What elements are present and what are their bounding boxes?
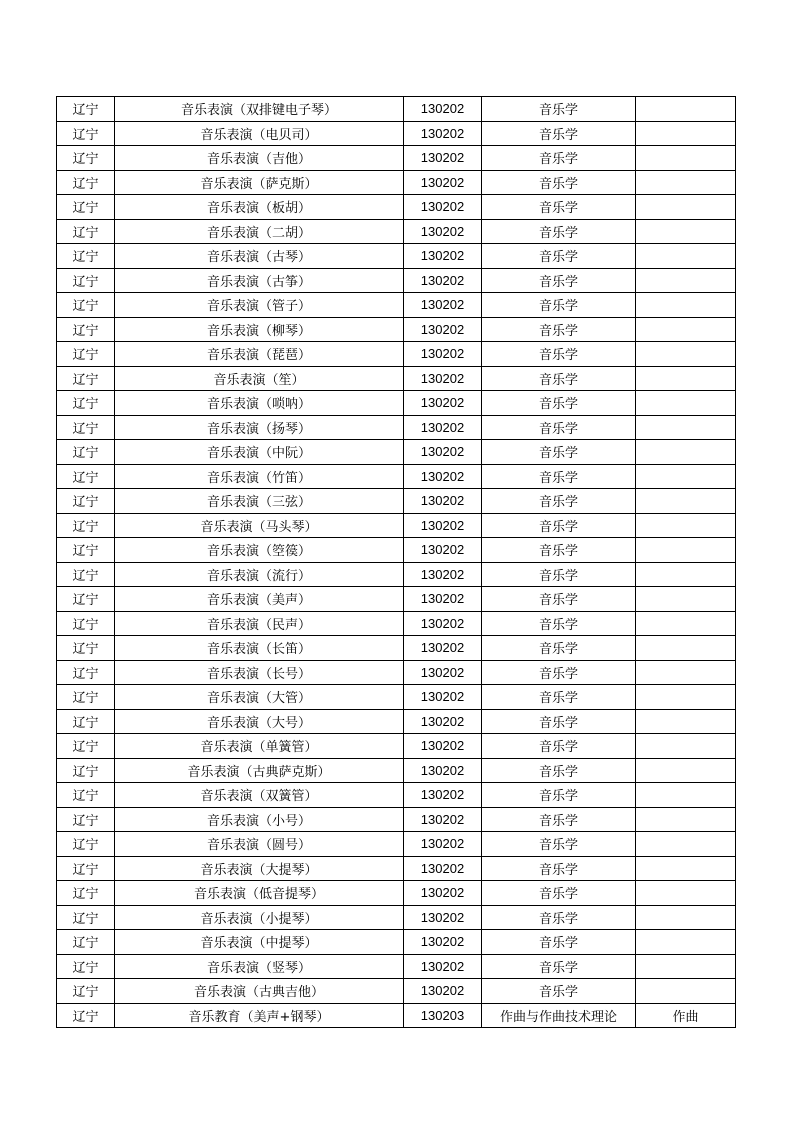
cell-note bbox=[636, 268, 736, 293]
cell-province: 辽宁 bbox=[57, 636, 115, 661]
cell-category: 音乐学 bbox=[482, 807, 636, 832]
table-row bbox=[57, 1003, 736, 1028]
cell-major-code: 130202 bbox=[404, 97, 482, 122]
cell-province: 辽宁 bbox=[57, 660, 115, 685]
cell-major-code: 130202 bbox=[404, 979, 482, 1004]
cell-major: 音乐表演（大管） bbox=[115, 685, 404, 710]
cell-major: 音乐表演（大提琴） bbox=[115, 856, 404, 881]
cell-note bbox=[636, 979, 736, 1004]
cell-province: 辽宁 bbox=[57, 440, 115, 465]
cell-note bbox=[636, 342, 736, 367]
table-row bbox=[57, 562, 736, 587]
cell-category: 音乐学 bbox=[482, 293, 636, 318]
table-row bbox=[57, 954, 736, 979]
cell-major: 音乐表演（萨克斯） bbox=[115, 170, 404, 195]
cell-major-code: 130202 bbox=[404, 121, 482, 146]
cell-major: 音乐表演（竹笛） bbox=[115, 464, 404, 489]
cell-major-code: 130202 bbox=[404, 513, 482, 538]
cell-province: 辽宁 bbox=[57, 219, 115, 244]
table-row bbox=[57, 366, 736, 391]
table-row bbox=[57, 121, 736, 146]
table-row bbox=[57, 709, 736, 734]
table-row bbox=[57, 513, 736, 538]
cell-note bbox=[636, 440, 736, 465]
cell-note bbox=[636, 660, 736, 685]
cell-major-code: 130202 bbox=[404, 317, 482, 342]
cell-major: 音乐表演（箜篌） bbox=[115, 538, 404, 563]
cell-major-code: 130202 bbox=[404, 391, 482, 416]
cell-note bbox=[636, 121, 736, 146]
cell-province: 辽宁 bbox=[57, 97, 115, 122]
cell-category: 音乐学 bbox=[482, 146, 636, 171]
cell-major: 音乐表演（双簧管） bbox=[115, 783, 404, 808]
cell-province: 辽宁 bbox=[57, 342, 115, 367]
cell-major-code: 130202 bbox=[404, 587, 482, 612]
cell-province: 辽宁 bbox=[57, 954, 115, 979]
cell-major-code: 130202 bbox=[404, 464, 482, 489]
cell-major: 音乐表演（长笛） bbox=[115, 636, 404, 661]
cell-category: 音乐学 bbox=[482, 195, 636, 220]
cell-category: 音乐学 bbox=[482, 513, 636, 538]
cell-note bbox=[636, 636, 736, 661]
table-row bbox=[57, 783, 736, 808]
cell-category: 音乐学 bbox=[482, 856, 636, 881]
table-row bbox=[57, 440, 736, 465]
cell-note bbox=[636, 366, 736, 391]
table-row bbox=[57, 146, 736, 171]
cell-category: 音乐学 bbox=[482, 783, 636, 808]
table-row bbox=[57, 734, 736, 759]
cell-major-code: 130202 bbox=[404, 709, 482, 734]
cell-category: 音乐学 bbox=[482, 538, 636, 563]
table-row bbox=[57, 930, 736, 955]
cell-category: 音乐学 bbox=[482, 611, 636, 636]
cell-province: 辽宁 bbox=[57, 807, 115, 832]
cell-major-code: 130202 bbox=[404, 660, 482, 685]
table-row bbox=[57, 244, 736, 269]
cell-province: 辽宁 bbox=[57, 195, 115, 220]
cell-province: 辽宁 bbox=[57, 587, 115, 612]
cell-major-code: 130202 bbox=[404, 195, 482, 220]
cell-major-code: 130202 bbox=[404, 562, 482, 587]
cell-province: 辽宁 bbox=[57, 244, 115, 269]
table-body bbox=[57, 97, 736, 1028]
cell-major-code: 130202 bbox=[404, 758, 482, 783]
table-row bbox=[57, 293, 736, 318]
cell-major: 音乐表演（中阮） bbox=[115, 440, 404, 465]
cell-major-code: 130202 bbox=[404, 366, 482, 391]
cell-major: 音乐表演（民声） bbox=[115, 611, 404, 636]
cell-province: 辽宁 bbox=[57, 709, 115, 734]
cell-note: 作曲 bbox=[636, 1003, 736, 1028]
table-row bbox=[57, 807, 736, 832]
cell-major-code: 130202 bbox=[404, 440, 482, 465]
cell-category: 音乐学 bbox=[482, 440, 636, 465]
cell-major: 音乐表演（马头琴） bbox=[115, 513, 404, 538]
cell-major-code: 130202 bbox=[404, 905, 482, 930]
cell-note bbox=[636, 391, 736, 416]
cell-note bbox=[636, 97, 736, 122]
cell-major-code: 130202 bbox=[404, 342, 482, 367]
cell-note bbox=[636, 513, 736, 538]
cell-category: 音乐学 bbox=[482, 391, 636, 416]
cell-major: 音乐表演（中提琴） bbox=[115, 930, 404, 955]
cell-major-code: 130202 bbox=[404, 783, 482, 808]
cell-note bbox=[636, 758, 736, 783]
cell-category: 音乐学 bbox=[482, 930, 636, 955]
cell-note bbox=[636, 195, 736, 220]
cell-major: 音乐教育（美声+钢琴） bbox=[115, 1003, 404, 1028]
cell-major: 音乐表演（流行） bbox=[115, 562, 404, 587]
cell-category: 音乐学 bbox=[482, 366, 636, 391]
cell-province: 辽宁 bbox=[57, 611, 115, 636]
cell-note bbox=[636, 146, 736, 171]
table-row bbox=[57, 97, 736, 122]
cell-major-code: 130202 bbox=[404, 170, 482, 195]
cell-category: 音乐学 bbox=[482, 832, 636, 857]
cell-category: 音乐学 bbox=[482, 464, 636, 489]
cell-major: 音乐表演（长号） bbox=[115, 660, 404, 685]
cell-note bbox=[636, 611, 736, 636]
cell-province: 辽宁 bbox=[57, 391, 115, 416]
cell-note bbox=[636, 807, 736, 832]
cell-note bbox=[636, 930, 736, 955]
cell-major: 音乐表演（古琴） bbox=[115, 244, 404, 269]
cell-province: 辽宁 bbox=[57, 856, 115, 881]
table-row bbox=[57, 832, 736, 857]
cell-note bbox=[636, 489, 736, 514]
cell-major-code: 130202 bbox=[404, 807, 482, 832]
cell-category: 音乐学 bbox=[482, 121, 636, 146]
cell-major: 音乐表演（单簧管） bbox=[115, 734, 404, 759]
cell-province: 辽宁 bbox=[57, 881, 115, 906]
table-row bbox=[57, 317, 736, 342]
cell-major: 音乐表演（古典萨克斯） bbox=[115, 758, 404, 783]
cell-major: 音乐表演（美声） bbox=[115, 587, 404, 612]
cell-major: 音乐表演（低音提琴） bbox=[115, 881, 404, 906]
cell-category: 音乐学 bbox=[482, 244, 636, 269]
cell-note bbox=[636, 538, 736, 563]
cell-province: 辽宁 bbox=[57, 685, 115, 710]
cell-province: 辽宁 bbox=[57, 293, 115, 318]
cell-category: 音乐学 bbox=[482, 685, 636, 710]
cell-category: 音乐学 bbox=[482, 709, 636, 734]
cell-note bbox=[636, 415, 736, 440]
cell-major-code: 130202 bbox=[404, 611, 482, 636]
cell-note bbox=[636, 562, 736, 587]
cell-province: 辽宁 bbox=[57, 489, 115, 514]
cell-province: 辽宁 bbox=[57, 366, 115, 391]
cell-category: 音乐学 bbox=[482, 97, 636, 122]
cell-category: 音乐学 bbox=[482, 219, 636, 244]
cell-major-code: 130202 bbox=[404, 881, 482, 906]
table-row bbox=[57, 219, 736, 244]
cell-province: 辽宁 bbox=[57, 930, 115, 955]
cell-major-code: 130202 bbox=[404, 685, 482, 710]
cell-province: 辽宁 bbox=[57, 1003, 115, 1028]
cell-major: 音乐表演（圆号） bbox=[115, 832, 404, 857]
cell-province: 辽宁 bbox=[57, 979, 115, 1004]
majors-table bbox=[56, 96, 736, 1028]
cell-category: 音乐学 bbox=[482, 170, 636, 195]
table-row bbox=[57, 170, 736, 195]
cell-province: 辽宁 bbox=[57, 734, 115, 759]
cell-major: 音乐表演（笙） bbox=[115, 366, 404, 391]
cell-major-code: 130202 bbox=[404, 636, 482, 661]
cell-major: 音乐表演（管子） bbox=[115, 293, 404, 318]
cell-major: 音乐表演（扬琴） bbox=[115, 415, 404, 440]
cell-major: 音乐表演（大号） bbox=[115, 709, 404, 734]
cell-note bbox=[636, 464, 736, 489]
cell-province: 辽宁 bbox=[57, 464, 115, 489]
cell-major: 音乐表演（古筝） bbox=[115, 268, 404, 293]
cell-major: 音乐表演（双排键电子琴） bbox=[115, 97, 404, 122]
table-row bbox=[57, 538, 736, 563]
cell-province: 辽宁 bbox=[57, 415, 115, 440]
cell-major: 音乐表演（二胡） bbox=[115, 219, 404, 244]
cell-major-code: 130202 bbox=[404, 856, 482, 881]
cell-category: 音乐学 bbox=[482, 660, 636, 685]
table-row bbox=[57, 758, 736, 783]
cell-note bbox=[636, 709, 736, 734]
table-row bbox=[57, 587, 736, 612]
cell-note bbox=[636, 832, 736, 857]
cell-province: 辽宁 bbox=[57, 538, 115, 563]
cell-category: 音乐学 bbox=[482, 342, 636, 367]
cell-note bbox=[636, 856, 736, 881]
cell-major-code: 130202 bbox=[404, 538, 482, 563]
cell-note bbox=[636, 219, 736, 244]
table-row bbox=[57, 881, 736, 906]
cell-category: 音乐学 bbox=[482, 979, 636, 1004]
cell-note bbox=[636, 905, 736, 930]
table-row bbox=[57, 636, 736, 661]
cell-category: 音乐学 bbox=[482, 562, 636, 587]
table-row bbox=[57, 685, 736, 710]
table-row bbox=[57, 464, 736, 489]
cell-category: 音乐学 bbox=[482, 954, 636, 979]
cell-province: 辽宁 bbox=[57, 905, 115, 930]
cell-category: 音乐学 bbox=[482, 905, 636, 930]
cell-province: 辽宁 bbox=[57, 783, 115, 808]
cell-province: 辽宁 bbox=[57, 268, 115, 293]
cell-province: 辽宁 bbox=[57, 170, 115, 195]
cell-major-code: 130202 bbox=[404, 219, 482, 244]
cell-major-code: 130202 bbox=[404, 954, 482, 979]
cell-major: 音乐表演（竖琴） bbox=[115, 954, 404, 979]
cell-major-code: 130202 bbox=[404, 244, 482, 269]
cell-major: 音乐表演（吉他） bbox=[115, 146, 404, 171]
cell-major: 音乐表演（唢呐） bbox=[115, 391, 404, 416]
cell-major-code: 130202 bbox=[404, 268, 482, 293]
table-row bbox=[57, 856, 736, 881]
cell-major: 音乐表演（小提琴） bbox=[115, 905, 404, 930]
cell-note bbox=[636, 244, 736, 269]
cell-major-code: 130202 bbox=[404, 293, 482, 318]
table-row bbox=[57, 979, 736, 1004]
cell-province: 辽宁 bbox=[57, 146, 115, 171]
cell-major: 音乐表演（琵琶） bbox=[115, 342, 404, 367]
cell-category: 音乐学 bbox=[482, 489, 636, 514]
cell-note bbox=[636, 954, 736, 979]
table-row bbox=[57, 611, 736, 636]
cell-category: 音乐学 bbox=[482, 587, 636, 612]
cell-major: 音乐表演（古典吉他） bbox=[115, 979, 404, 1004]
cell-category: 音乐学 bbox=[482, 881, 636, 906]
cell-category: 音乐学 bbox=[482, 734, 636, 759]
cell-province: 辽宁 bbox=[57, 121, 115, 146]
cell-major-code: 130202 bbox=[404, 832, 482, 857]
cell-category: 作曲与作曲技术理论 bbox=[482, 1003, 636, 1028]
table-row bbox=[57, 342, 736, 367]
cell-major: 音乐表演（板胡） bbox=[115, 195, 404, 220]
cell-note bbox=[636, 734, 736, 759]
cell-category: 音乐学 bbox=[482, 636, 636, 661]
cell-province: 辽宁 bbox=[57, 758, 115, 783]
cell-province: 辽宁 bbox=[57, 513, 115, 538]
table-row bbox=[57, 489, 736, 514]
cell-major: 音乐表演（小号） bbox=[115, 807, 404, 832]
cell-major-code: 130203 bbox=[404, 1003, 482, 1028]
cell-note bbox=[636, 685, 736, 710]
cell-major: 音乐表演（三弦） bbox=[115, 489, 404, 514]
cell-province: 辽宁 bbox=[57, 832, 115, 857]
cell-note bbox=[636, 317, 736, 342]
cell-major-code: 130202 bbox=[404, 930, 482, 955]
cell-category: 音乐学 bbox=[482, 317, 636, 342]
cell-major-code: 130202 bbox=[404, 146, 482, 171]
cell-note bbox=[636, 170, 736, 195]
cell-category: 音乐学 bbox=[482, 268, 636, 293]
cell-major-code: 130202 bbox=[404, 734, 482, 759]
cell-major-code: 130202 bbox=[404, 489, 482, 514]
cell-major: 音乐表演（电贝司） bbox=[115, 121, 404, 146]
cell-note bbox=[636, 783, 736, 808]
cell-major-code: 130202 bbox=[404, 415, 482, 440]
cell-province: 辽宁 bbox=[57, 317, 115, 342]
cell-category: 音乐学 bbox=[482, 758, 636, 783]
cell-note bbox=[636, 881, 736, 906]
cell-note bbox=[636, 293, 736, 318]
cell-category: 音乐学 bbox=[482, 415, 636, 440]
cell-major: 音乐表演（柳琴） bbox=[115, 317, 404, 342]
table-row bbox=[57, 660, 736, 685]
cell-province: 辽宁 bbox=[57, 562, 115, 587]
table-row bbox=[57, 905, 736, 930]
table-row bbox=[57, 195, 736, 220]
table-row bbox=[57, 268, 736, 293]
table-row bbox=[57, 415, 736, 440]
table-row bbox=[57, 391, 736, 416]
cell-note bbox=[636, 587, 736, 612]
